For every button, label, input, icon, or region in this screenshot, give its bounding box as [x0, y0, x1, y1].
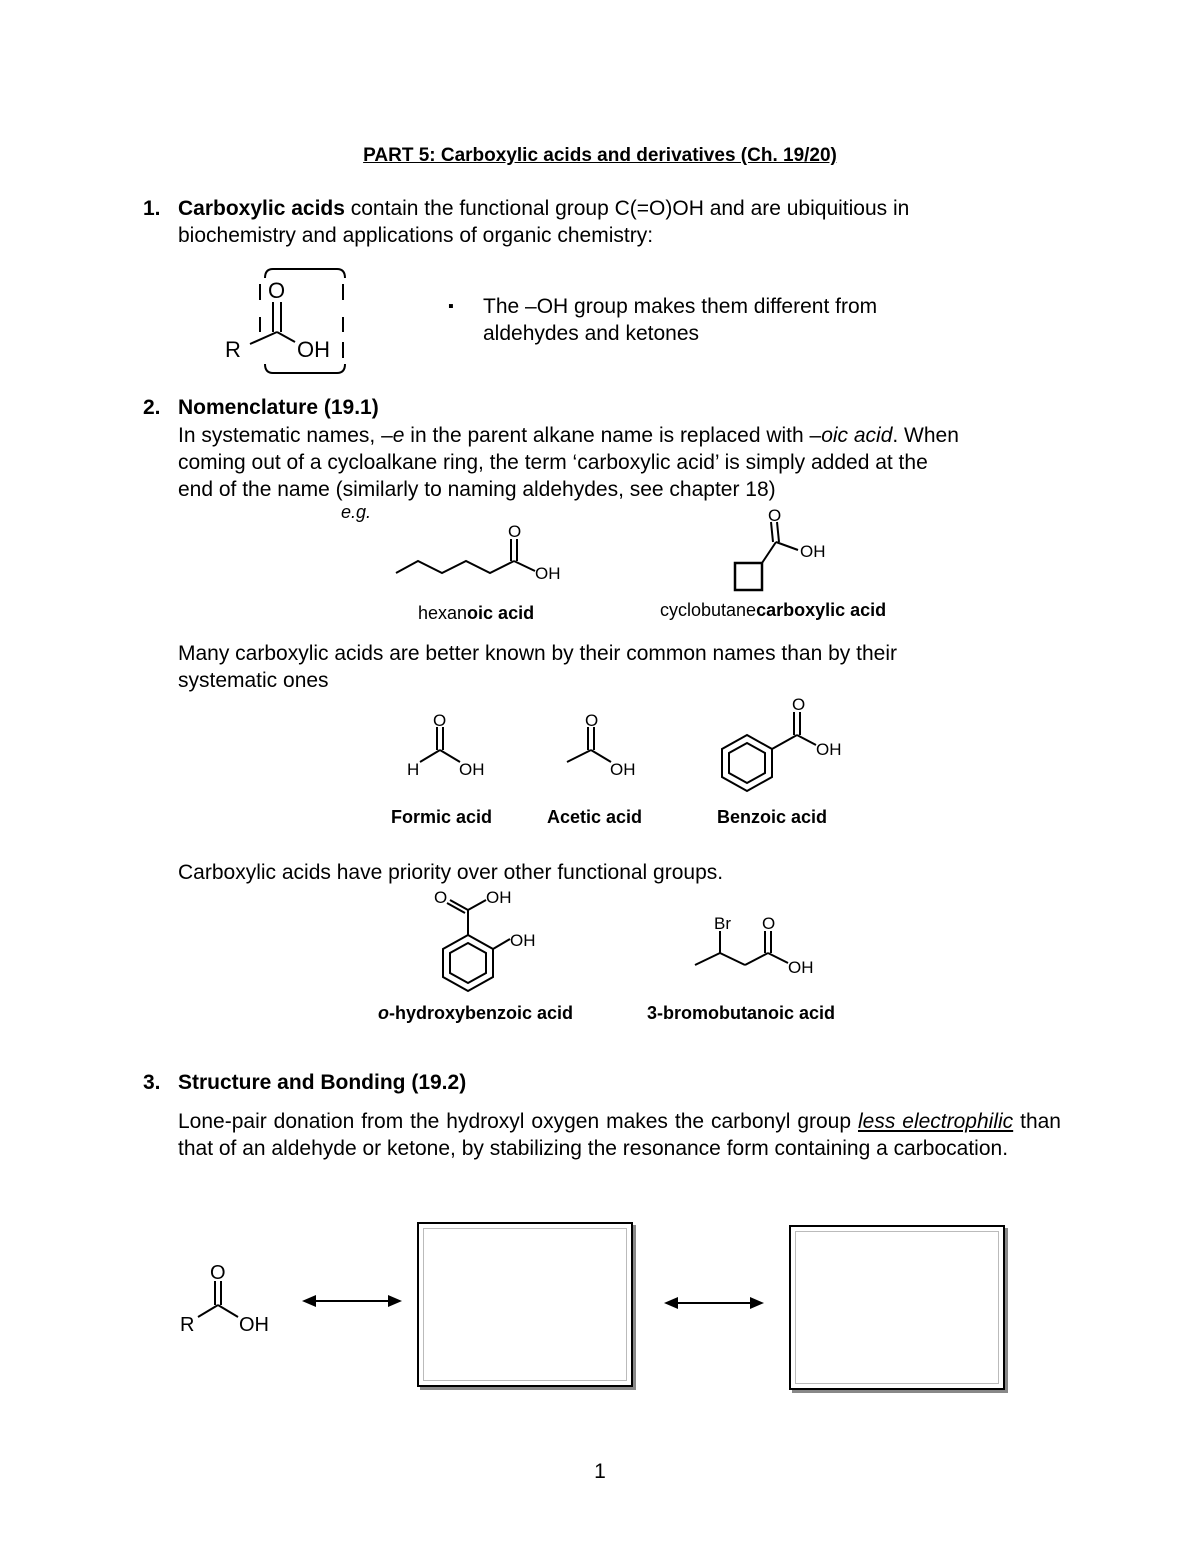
oxygen-label: O — [210, 1262, 226, 1284]
hydroxyl-label: OH — [800, 542, 826, 561]
resonance-answer-box-2[interactable] — [789, 1225, 1005, 1390]
hydroxyl-label: OH — [816, 740, 842, 759]
formic-acid-caption: Formic acid — [391, 807, 493, 827]
formic-acid-structure — [400, 705, 510, 785]
oxygen-label: O — [585, 711, 599, 730]
hydroxyl-label: OH — [239, 1314, 269, 1336]
section-1-line1 — [178, 195, 909, 222]
answer-box-inner-frame — [795, 1231, 999, 1384]
carboxyl-group-structure — [215, 262, 365, 380]
cyclobutanecarboxylic-acid-caption — [660, 600, 886, 621]
paragraph-text-c: than that of an aldehyde or ketone, by stabilizing the resonance form containing a carbocation. — [178, 1110, 1061, 1160]
oxygen-label: O — [768, 506, 782, 525]
resonance-arrow-1 — [300, 1290, 404, 1312]
o-hydroxybenzoic-acid-structure — [420, 880, 560, 1005]
section-2-heading: Nomenclature (19.1) — [178, 396, 379, 419]
oxygen-label: O — [508, 522, 522, 541]
note-line2: aldehydes and ketones — [483, 322, 699, 345]
hydroxyl-label: OH — [459, 760, 485, 779]
common-names-line1: Many carboxylic acids are better known by their common names than by their — [178, 642, 897, 665]
section-3-heading: Structure and Bonding (19.2) — [178, 1071, 467, 1094]
acetic-acid-structure — [555, 705, 655, 785]
hydroxyl-label: OH — [535, 564, 561, 583]
note-line1: The –OH group makes them different from — [483, 295, 878, 318]
o-hydroxybenzoic-acid-caption — [378, 1003, 573, 1024]
hydroxyl-label: OH — [297, 337, 330, 362]
cyclobutanecarboxylic-acid-structure — [725, 505, 845, 595]
hexanoic-acid-caption — [418, 603, 534, 624]
oxygen-label: O — [792, 695, 806, 714]
nomenclature-text-c: in the parent alkane name is replaced with – — [404, 424, 822, 447]
hexanoic-acid-structure — [390, 515, 580, 595]
r-group-label: R — [225, 337, 241, 362]
nomenclature-suffix-e: e — [392, 424, 405, 447]
nomenclature-suffix-oic: oic acid — [821, 424, 893, 447]
nomenclature-line1 — [178, 422, 959, 449]
oxygen-label: O — [762, 914, 776, 933]
hydrogen-label: H — [407, 760, 420, 779]
oxygen-label: O — [434, 888, 448, 907]
o-hydroxybenzoic-caption-rest: -hydroxybenzoic acid — [389, 1003, 574, 1023]
r-group-label: R — [180, 1314, 195, 1336]
section-1-term: Carboxylic acids — [178, 197, 345, 220]
carboxylic-acid-resonance-structure — [170, 1255, 290, 1345]
common-names-line2: systematic ones — [178, 669, 329, 692]
hydroxyl-label: OH — [788, 958, 814, 977]
hexanoic-caption-suffix: oic acid — [467, 603, 535, 623]
3-bromobutanoic-acid-structure — [690, 905, 830, 985]
resonance-arrow-2 — [662, 1292, 766, 1314]
structure-bonding-paragraph — [178, 1108, 1061, 1162]
page-number: 1 — [594, 1460, 606, 1483]
section-2-number: 2. — [143, 396, 161, 419]
section-1-line1-text: contain the functional group C(=O)OH and are ubiquitious in — [344, 197, 910, 220]
section-3-number: 3. — [143, 1071, 161, 1094]
carboxyl-hydroxyl-label: OH — [486, 888, 512, 907]
hydroxyl-label: OH — [610, 760, 636, 779]
oxygen-label: O — [433, 711, 447, 730]
section-1-line2: biochemistry and applications of organic chemistry: — [178, 224, 654, 247]
answer-box-inner-frame — [423, 1228, 627, 1381]
benzoic-acid-structure — [712, 690, 862, 800]
oxygen-label: O — [268, 278, 286, 303]
page-title: PART 5: Carboxylic acids and derivatives (Ch. 19/20) — [363, 145, 837, 166]
phenol-hydroxyl-label: OH — [510, 931, 536, 950]
nomenclature-line2: coming out of a cycloalkane ring, the term ‘carboxylic acid’ is simply added at the — [178, 451, 928, 474]
nomenclature-text-e: . When — [892, 424, 959, 447]
priority-text: Carboxylic acids have priority over other functional groups. — [178, 861, 724, 884]
paragraph-text-a: Lone-pair donation from the hydroxyl oxygen makes the carbonyl group — [178, 1110, 858, 1133]
section-1-number: 1. — [143, 197, 161, 220]
ortho-prefix: o — [378, 1003, 389, 1023]
hexanoic-caption-stem: hexan — [418, 603, 468, 623]
example-label: e.g. — [341, 502, 372, 522]
less-electrophilic-phrase: less electrophilic — [857, 1110, 1014, 1133]
resonance-answer-box-1[interactable] — [417, 1222, 633, 1387]
bullet-icon: ▪ — [448, 298, 454, 315]
acetic-acid-caption: Acetic acid — [547, 807, 643, 827]
nomenclature-line3: end of the name (similarly to naming aldehydes, see chapter 18) — [178, 478, 776, 501]
3-bromobutanoic-acid-caption: 3-bromobutanoic acid — [647, 1003, 836, 1023]
cyclobutane-caption-stem: cyclobutane — [660, 600, 757, 620]
nomenclature-text-a: In systematic names, – — [178, 424, 393, 447]
bromine-label: Br — [714, 914, 731, 933]
cyclobutane-caption-suffix: carboxylic acid — [756, 600, 887, 620]
benzoic-acid-caption: Benzoic acid — [717, 807, 828, 827]
